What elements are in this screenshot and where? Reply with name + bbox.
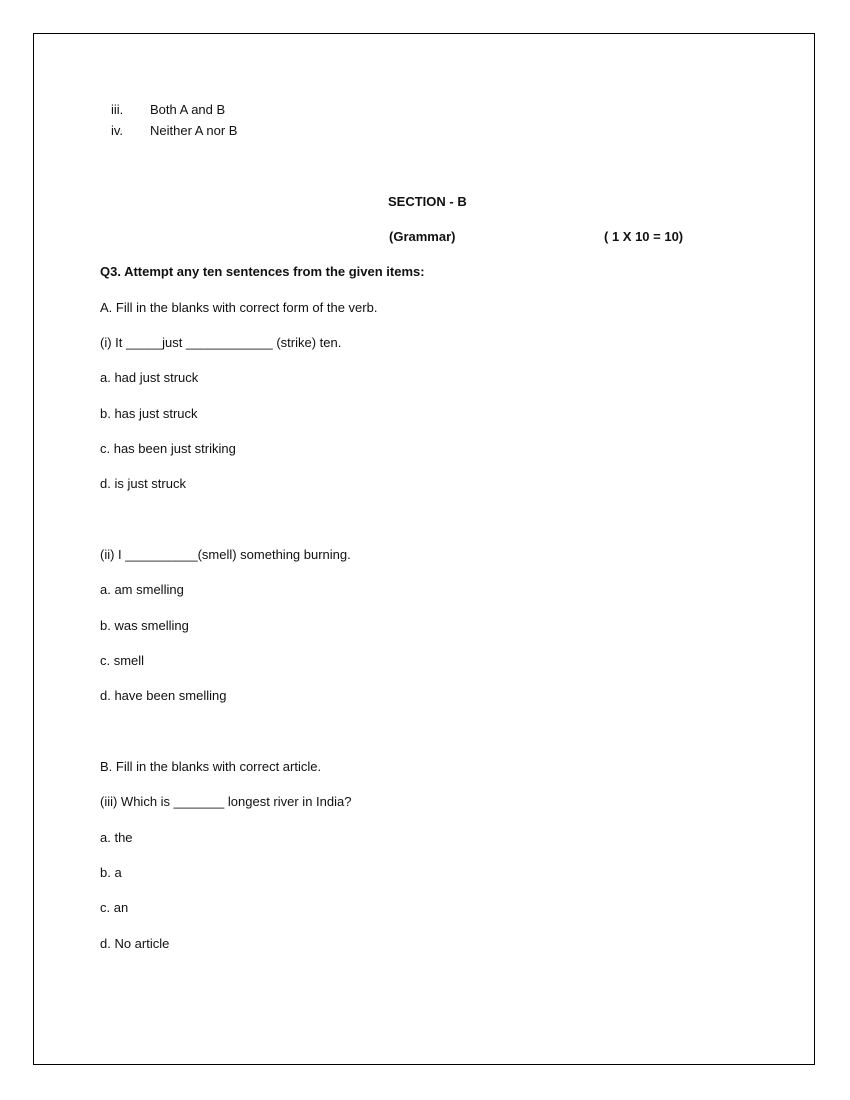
answer-option: d. is just struck (100, 476, 186, 491)
answer-option: d. have been smelling (100, 688, 227, 703)
option-text: Both A and B (150, 102, 226, 117)
option-numeral: iii. (111, 102, 124, 117)
answer-option: c. has been just striking (100, 441, 236, 456)
option-text: Neither A nor B (150, 123, 238, 138)
part-b-instruction: B. Fill in the blanks with correct article. (100, 759, 322, 774)
answer-option: a. the (100, 830, 133, 845)
question-stem: (ii) I __________(smell) something burning. (100, 547, 351, 562)
part-a-instruction: A. Fill in the blanks with correct form of the verb. (100, 300, 378, 315)
answer-option: a. am smelling (100, 582, 184, 597)
answer-option: b. was smelling (100, 618, 189, 633)
section-marks: ( 1 X 10 = 10) (604, 229, 684, 244)
answer-option: c. smell (100, 653, 145, 668)
option-numeral: iv. (111, 123, 124, 138)
answer-option: a. had just struck (100, 370, 199, 385)
answer-option: b. a (100, 865, 122, 880)
section-title: SECTION - B (388, 194, 467, 209)
section-subtitle: (Grammar) (389, 229, 456, 244)
question-heading: Q3. Attempt any ten sentences from the given items: (100, 264, 425, 279)
answer-option: b. has just struck (100, 406, 198, 421)
question-stem: (iii) Which is _______ longest river in India? (100, 794, 352, 809)
answer-option: d. No article (100, 936, 170, 951)
question-stem: (i) It _____just ____________ (strike) ten. (100, 335, 342, 350)
answer-option: c. an (100, 900, 129, 915)
